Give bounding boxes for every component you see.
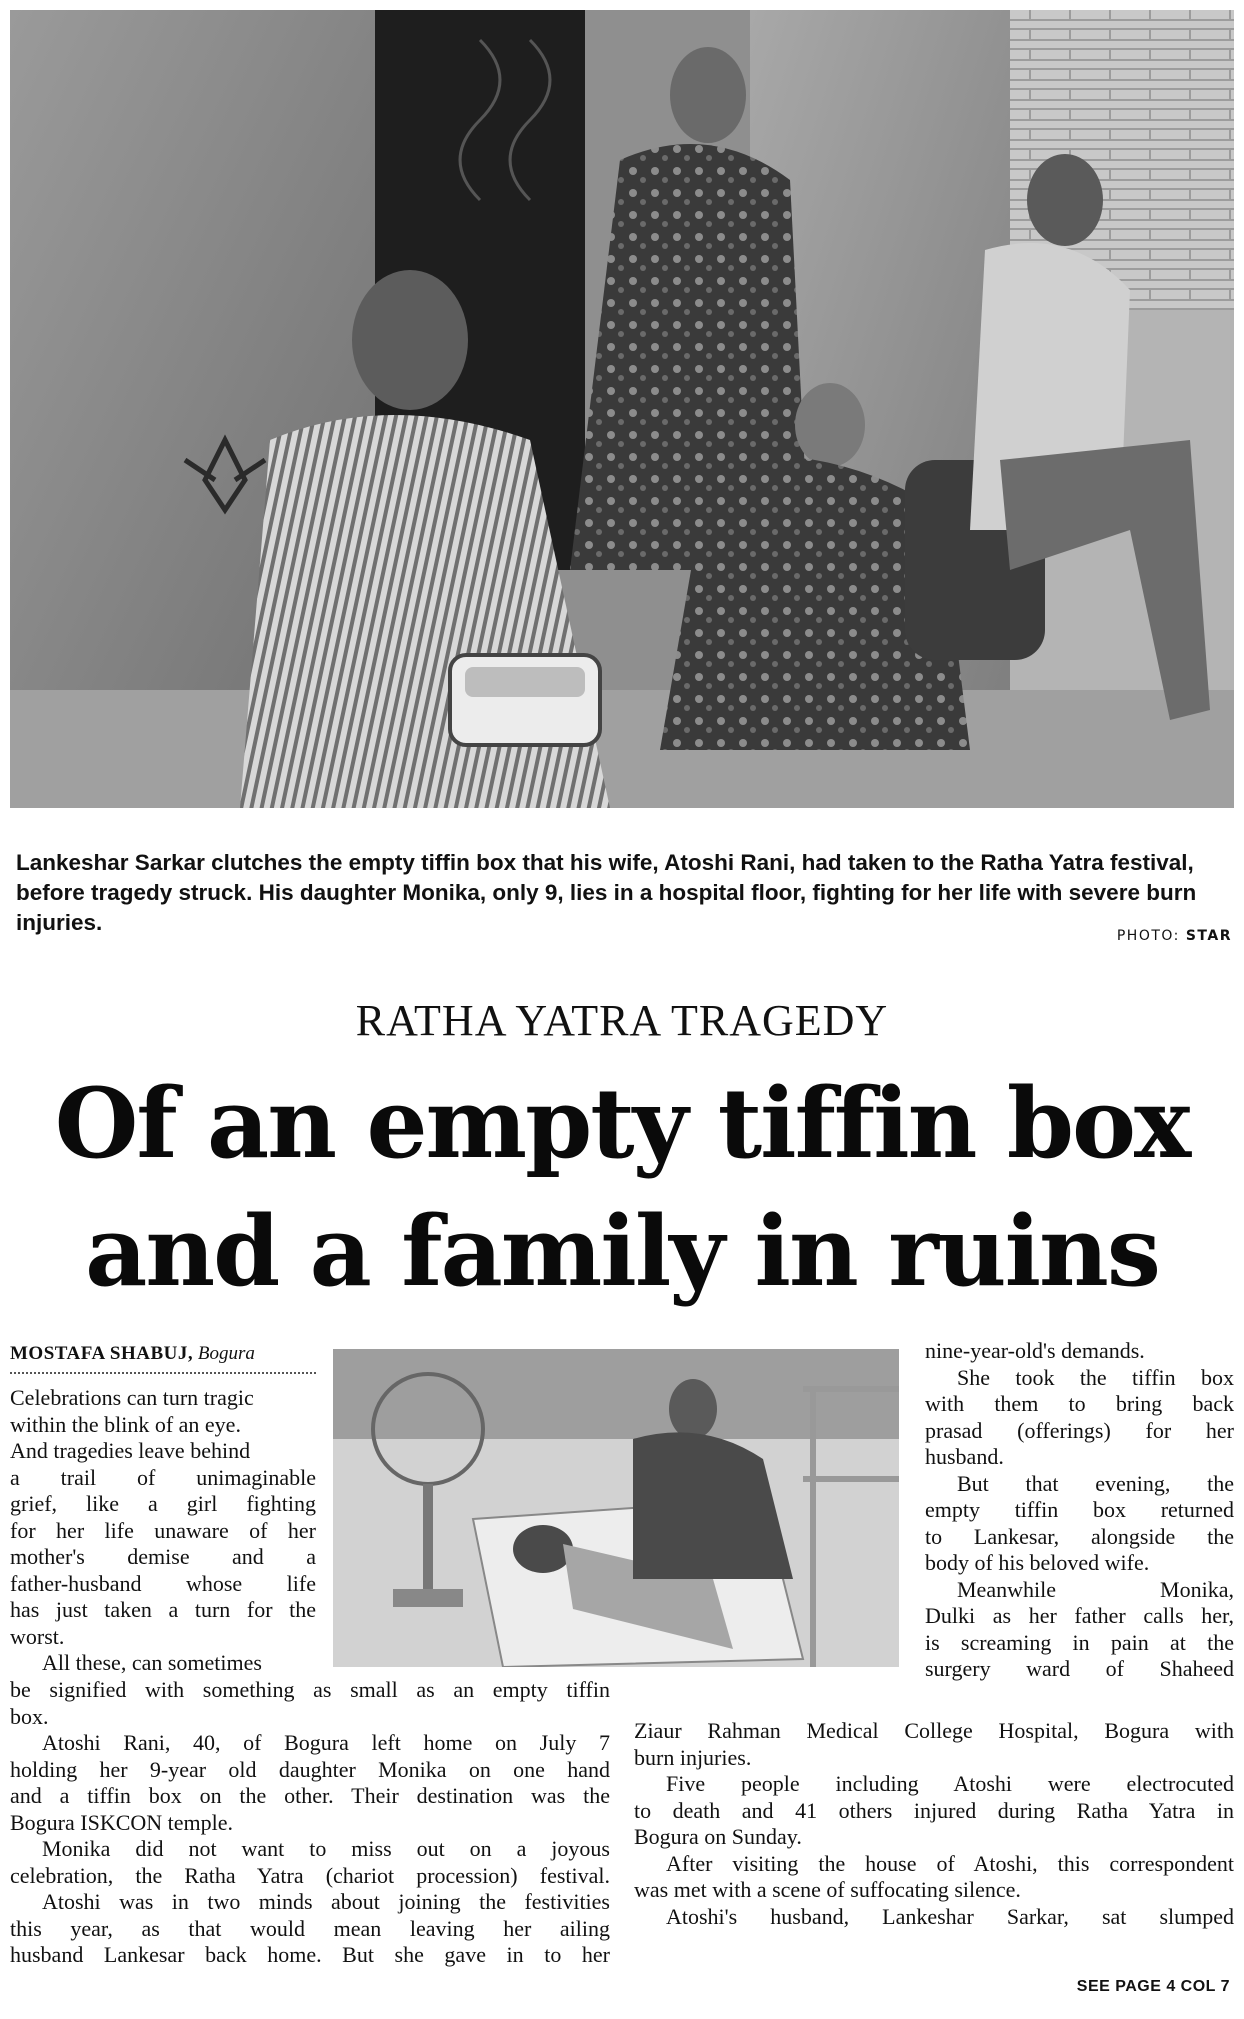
- col3-line: But that evening, the: [957, 1470, 1234, 1496]
- col3-line: is screaming in pain at the: [925, 1629, 1234, 1655]
- byline: [10, 1343, 255, 1365]
- col1-line: All these, can sometimes: [42, 1650, 262, 1675]
- col1-line: Celebrations can turn tragic: [10, 1385, 254, 1410]
- col23-line: Five people including Atoshi were electrocuted: [666, 1771, 1234, 1796]
- col1-line: a trail of unimaginable: [10, 1464, 316, 1490]
- col12-line: Atoshi Rani, 40, of Bogura left home on July 7: [42, 1730, 610, 1755]
- article-column-1: [10, 1385, 316, 1677]
- col12-line: Bogura ISKCON temple.: [10, 1809, 234, 1835]
- col1-line: has just taken a turn for the: [10, 1597, 316, 1622]
- inset-photo-illustration: [333, 1349, 899, 1667]
- col23-line: to death and 41 others injured during Ratha Yatra in: [634, 1797, 1234, 1823]
- col12-line: holding her 9-year old daughter Monika on one hand: [10, 1756, 610, 1782]
- col1-line: And tragedies leave behind: [10, 1438, 251, 1463]
- byline-location: Bogura: [197, 1343, 255, 1364]
- col12-line: celebration, the Ratha Yatra (chariot procession) festival.: [10, 1862, 610, 1888]
- col12-line: husband Lankesar back home. But she gave in to her: [10, 1942, 610, 1967]
- col3-line: Dulki as her father calls her,: [925, 1603, 1234, 1628]
- photo-credit-label: PHOTO:: [1116, 928, 1186, 944]
- col1-line: within the blink of an eye.: [10, 1411, 241, 1437]
- col3-line: Meanwhile Monika,: [957, 1576, 1234, 1602]
- col23-line: Atoshi's husband, Lankeshar Sarkar, sat slumped: [666, 1903, 1234, 1929]
- col12-line: and a tiffin box on the other. Their destination was the: [10, 1783, 610, 1808]
- col3-line: husband.: [925, 1444, 1004, 1469]
- inset-photo: [333, 1349, 899, 1667]
- col23-line: After visiting the house of Atoshi, this correspondent: [666, 1850, 1234, 1876]
- col1-line: mother's demise and a: [10, 1544, 316, 1569]
- col23-line: was met with a scene of suffocating silence.: [634, 1877, 1021, 1902]
- col12-line: Atoshi was in two minds about joining the festivities: [42, 1889, 610, 1914]
- col12-line: this year, as that would mean leaving her ailing: [10, 1915, 610, 1941]
- main-photo: [10, 10, 1234, 808]
- col23-line: Bogura on Sunday.: [634, 1824, 802, 1849]
- col3-line: prasad (offerings) for her: [925, 1417, 1234, 1443]
- col3-line: empty tiffin box returned: [925, 1497, 1234, 1522]
- article-column-2-3: [634, 1718, 1234, 1930]
- headline-line-2: and a family in ruins: [85, 1195, 1159, 1308]
- col1-line: father-husband whose life: [10, 1570, 316, 1596]
- article-column-1-2: [10, 1677, 610, 1969]
- article-headline: [0, 1060, 1244, 1316]
- col12-line: Monika did not want to miss out on a joyous: [42, 1836, 610, 1861]
- col3-line: She took the tiffin box: [957, 1364, 1234, 1390]
- col1-line: worst.: [10, 1623, 65, 1649]
- col12-line: be signified with something as small as an empty tiffin: [10, 1677, 610, 1702]
- col3-line: to Lankesar, alongside the: [925, 1523, 1234, 1549]
- col12-line: box.: [10, 1703, 49, 1729]
- photo-caption: Lankeshar Sarkar clutches the empty tiffin box that his wife, Atoshi Rani, had taken to the Ratha Yatra festival, before tragedy struck. His daughter Monika, only 9, lies in a hospital floor, fighting for her life with severe burn injuries.: [16, 850, 1197, 935]
- continuation-jump: SEE PAGE 4 COL 7: [1076, 1978, 1230, 1995]
- col23-line: burn injuries.: [634, 1744, 752, 1770]
- col3-line: with them to bring back: [925, 1391, 1234, 1416]
- main-photo-illustration: [10, 10, 1234, 808]
- col1-line: for her life unaware of her: [10, 1517, 316, 1543]
- photo-credit: [1117, 928, 1232, 944]
- col1-line: grief, like a girl fighting: [10, 1491, 316, 1516]
- byline-divider: [10, 1372, 316, 1374]
- col3-line: surgery ward of Shaheed: [925, 1656, 1234, 1681]
- photo-credit-source: STAR: [1185, 928, 1232, 944]
- byline-name: MOSTAFA SHABUJ,: [10, 1343, 194, 1364]
- col3-line: body of his beloved wife.: [925, 1550, 1150, 1575]
- col3-line: nine-year-old's demands.: [925, 1338, 1145, 1363]
- col23-line: Ziaur Rahman Medical College Hospital, Bogura with: [634, 1718, 1234, 1743]
- headline-line-1: Of an empty tiffin box: [54, 1067, 1190, 1180]
- article-column-3: [925, 1338, 1234, 1683]
- article-kicker: RATHA YATRA TRAGEDY: [355, 996, 889, 1045]
